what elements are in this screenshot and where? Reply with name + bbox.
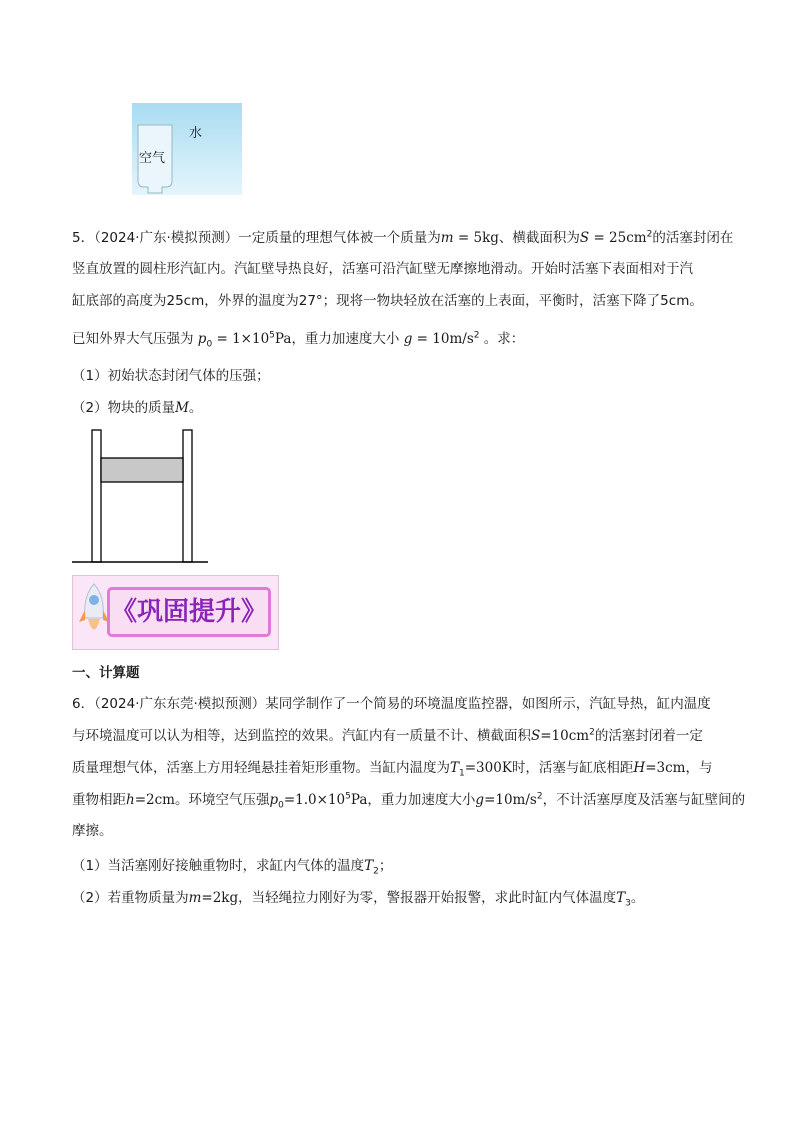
q6-line-2: 与环境温度可以认为相等，达到监控的效果。汽缸内有一质量不计、横截面积$S=10cm^2$的活塞封闭着一定 <box>72 727 703 744</box>
q6-line-1: 6．（2024·广东东莞·模拟预测）某同学制作了一个简易的环境温度监控器，如图所示，汽缸导热，缸内温度 <box>72 696 711 712</box>
q5-sub-2: （2）物块的质量M。 <box>72 400 203 416</box>
section-title: 一、计算题 <box>72 665 140 681</box>
q6-line-3: 质量理想气体，活塞上方用轻绳悬挂着矩形重物。当缸内温度为$T_1=300K$时，活塞与缸底相距H=3cm，与 <box>72 760 713 779</box>
air-label: 空气 <box>139 151 166 166</box>
cylinder-figure <box>72 428 212 568</box>
q6-sub-1: （1）当活塞刚好接触重物时，求缸内气体的温度$T_2$； <box>72 858 393 877</box>
q5-line-4: 已知外界大气压强为 $p_0 = 1\times 10^5Pa$，重力加速度大小 $g = 10m/s^2$ 。求： <box>72 330 525 350</box>
q5-line-1: 5．（2024·广东·模拟预测）一定质量的理想气体被一个质量为m = 5kg、横截面积为$S = 25cm^2$的活塞封闭在 <box>72 229 734 246</box>
q5-line-3: 缸底部的高度为25cm，外界的温度为27°；现将一物块轻放在活塞的上表面，平衡时，活塞下降了5cm。 <box>72 293 703 309</box>
q6-sub-2: （2）若重物质量为m=2kg，当轻绳拉力刚好为零，警报器开始报警，求此时缸内气体温度$T_3$。 <box>72 890 645 909</box>
q5-sub-1: （1）初始状态封闭气体的压强； <box>72 368 270 384</box>
cylinder-right-wall <box>183 430 192 562</box>
q6-line-5: 摩擦。 <box>72 823 113 839</box>
q5-line-2: 竖直放置的圆柱形汽缸内。汽缸壁导热良好，活塞可沿汽缸壁无摩擦地滑动。开始时活塞下表面相对于汽 <box>72 261 693 277</box>
cylinder-left-wall <box>92 430 101 562</box>
water-label: 水 <box>189 126 203 141</box>
cylinder-piston-diagram <box>72 428 212 568</box>
consolidation-banner <box>72 575 279 650</box>
q6-line-4: 重物相距h=2cm。环境空气压强$p_0=1.0\times 10^5Pa$，重力加速度大小$g=10m/s^2$，不计活塞厚度及活塞与缸壁间的 <box>72 791 746 811</box>
piston <box>101 458 183 482</box>
banner-text: 《巩固提升》 <box>110 597 267 627</box>
